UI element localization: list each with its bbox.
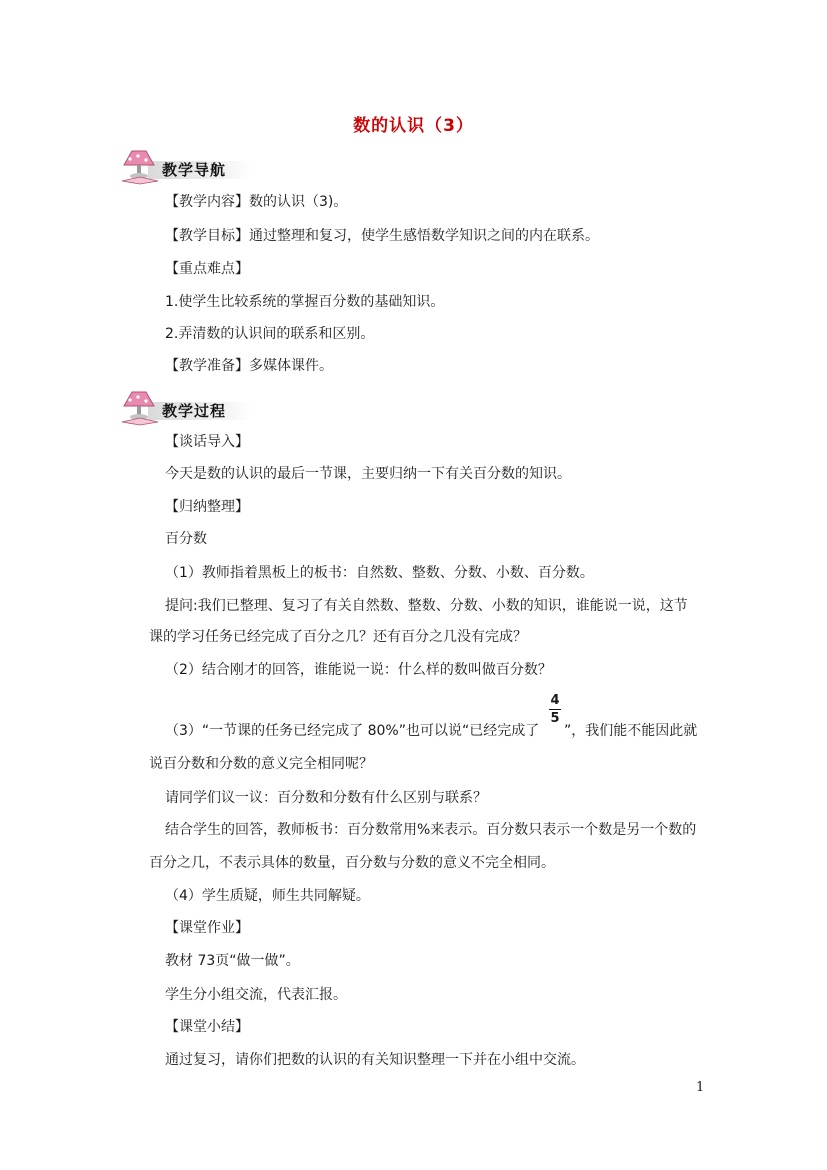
fraction-denominator: 5 [550, 711, 560, 726]
text-line: 百分数 [165, 531, 207, 547]
text-line: 结合学生的回答，教师板书：百分数常用%来表示。百分数只表示一个数是另一个数的 [165, 822, 697, 838]
text-line: 【教学准备】多媒体课件。 [165, 358, 333, 374]
text-line: 【教学目标】通过整理和复习，使学生感悟数学知识之间的内在联系。 [165, 228, 599, 244]
fraction [548, 693, 562, 726]
text-line: 百分之几，不表示具体的数量，百分数与分数的意义不完全相同。 [149, 855, 555, 871]
text-line: 说百分数和分数的意义完全相同呢？ [149, 756, 373, 772]
text-line: （2）结合刚才的回答，谁能说一说：什么样的数叫做百分数？ [165, 662, 552, 678]
text-line: （4）学生质疑，师生共同解疑。 [165, 888, 370, 904]
text-line: 学生分小组交流，代表汇报。 [165, 987, 347, 1003]
text-line: 请同学们议一议：百分数和分数有什么区别与联系？ [165, 790, 487, 806]
section-heading: 【重点难点】 [165, 261, 249, 277]
fraction-numerator: 4 [550, 693, 560, 708]
text-line: 课的学习任务已经完成了百分之几？还有百分之几没有完成？ [149, 629, 527, 645]
lamp-book-icon [118, 388, 166, 426]
text-line: 2.弄清数的认识间的联系和区别。 [165, 326, 375, 342]
text-line: （3）“一节课的任务已经完成了 80%”也可以说“已经完成了 [165, 723, 540, 739]
section-heading: 【谈话导入】 [165, 434, 249, 450]
banner-label: 教学过程 [162, 402, 227, 420]
text-line: 今天是数的认识的最后一节课，主要归纳一下有关百分数的知识。 [165, 466, 571, 482]
lamp-book-icon [118, 147, 166, 185]
text-line: 通过复习，请你们把数的认识的有关知识整理一下并在小组中交流。 [165, 1052, 585, 1068]
section-heading: 【归纳整理】 [165, 499, 249, 515]
section-heading: 【课堂小结】 [165, 1019, 249, 1035]
banner-label: 教学导航 [162, 161, 227, 179]
text-line: 1.使学生比较系统的掌握百分数的基础知识。 [165, 294, 445, 310]
page-number: 1 [696, 1080, 705, 1095]
page-title: 数的认识（3） [353, 116, 474, 136]
text-line: （1）教师指着黑板上的板书：自然数、整数、分数、小数、百分数。 [165, 565, 594, 581]
text-line: 提问:我们已整理、复习了有关自然数、整数、分数、小数的知识，谁能说一说，这节 [165, 598, 688, 614]
section-heading: 【课堂作业】 [165, 920, 249, 936]
section-banner-process [118, 388, 254, 426]
text-line: 教材 73页“做一做”。 [165, 953, 300, 969]
fraction-bar [549, 709, 561, 710]
text-line: 【教学内容】数的认识（3)。 [165, 194, 348, 210]
section-banner-guide [118, 147, 254, 185]
text-line: ”，我们能不能因此就 [564, 723, 698, 739]
